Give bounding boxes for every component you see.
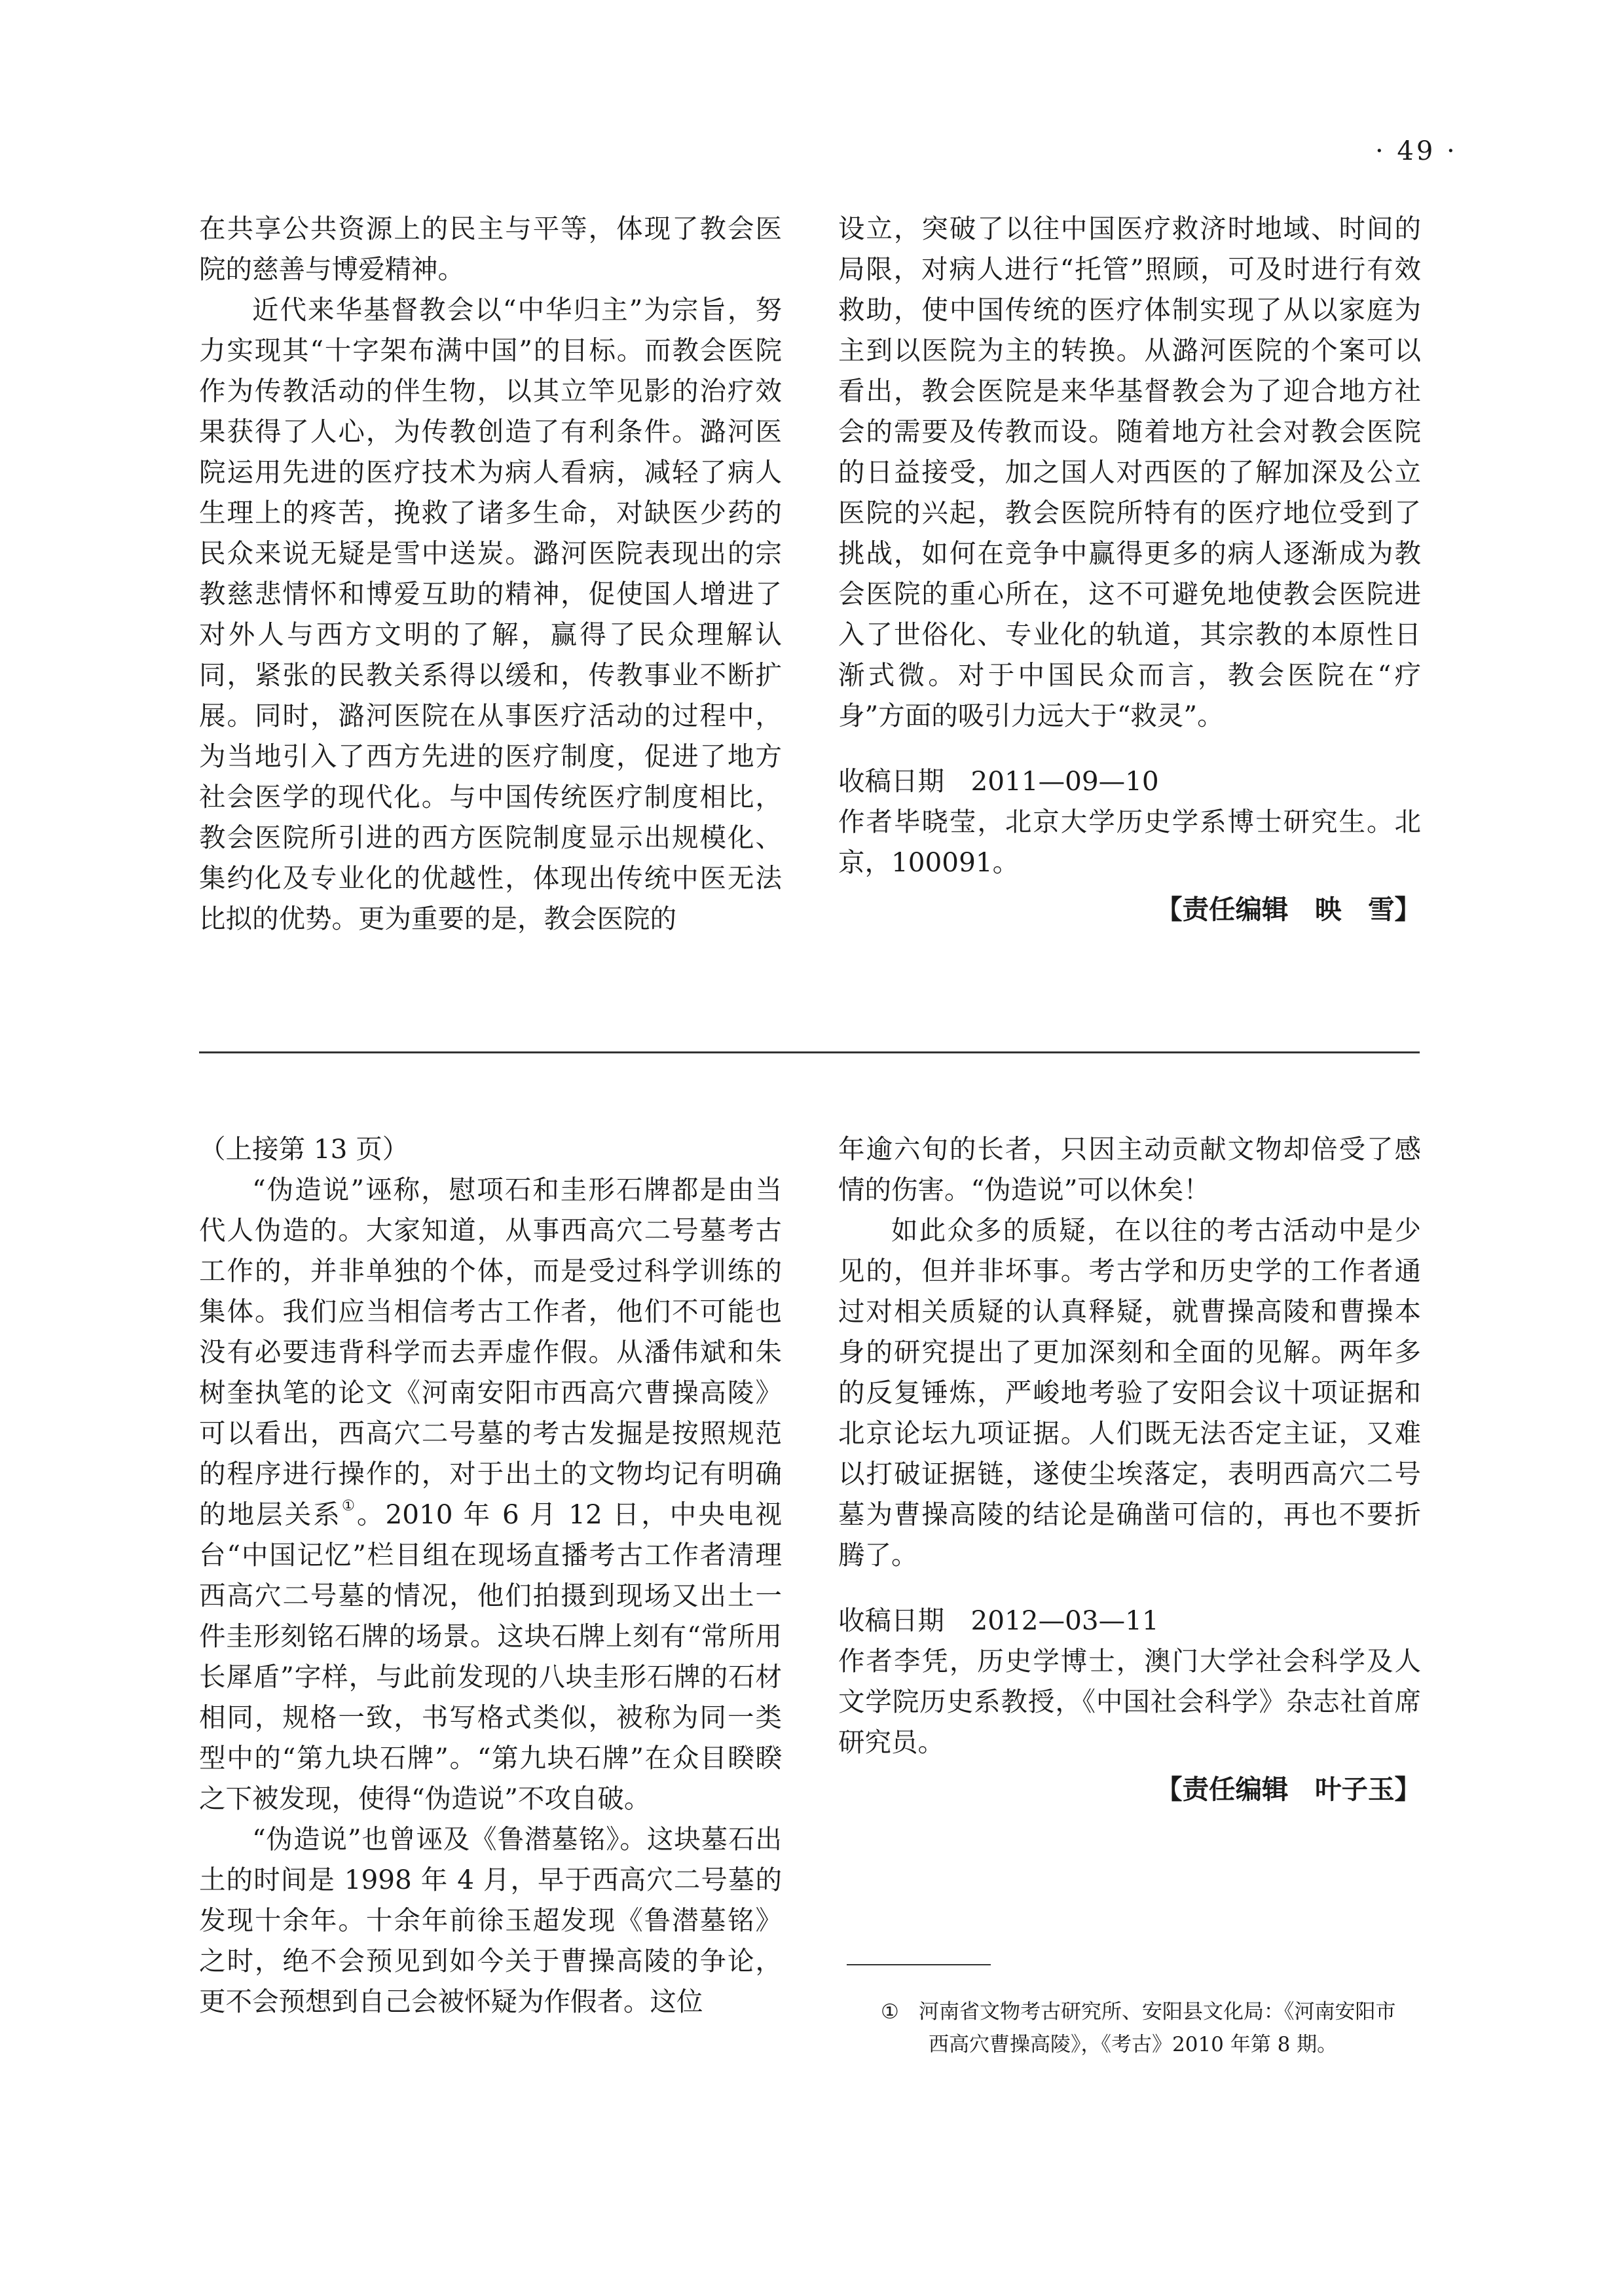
responsible-editor: 【责任编辑 映 雪】: [1156, 894, 1421, 925]
footnote-divider: [847, 1964, 991, 1965]
responsible-editor: 【责任编辑 叶子玉】: [1156, 1774, 1421, 1805]
received-date: 收稿日期 2012—03—11: [838, 1605, 1159, 1636]
page-number: · 49 ·: [1375, 136, 1458, 166]
footnote: [847, 1995, 1423, 2061]
received-date: 收稿日期 2011—09—10: [838, 765, 1159, 797]
section-divider: [199, 1051, 1420, 1053]
paragraph: 年逾六旬的长者，只因主动贡献文物却倍受了感情的伤害。“伪造说”可以休矣！: [838, 1133, 1421, 1205]
paragraph: 近代来华基督教会以“中华归主”为宗旨，努力实现其“十字架布满中国”的目标。而教会医院作为传教活动的伴生物，以其立竿见影的治疗效果获得了人心，为传教创造了有利条件。潞河医院运用先进的医疗技术为病人看病，减轻了病人生理上的疼苦，挽救了诸多生命，对缺医少药的民众来说无疑是雪中送炭。潞河医院表现出的宗教慈悲情怀和博爱互助的精神，促使国人增进了对外人与西方文明的了解，赢得了民众理解认同，紧张的民教关系得以缓和，传教事业不断扩展。同时，潞河医院在从事医疗活动的过程中，为当地引入了西方先进的医疗制度，促进了地方社会医学的现代化。与中国传统医疗制度相比，教会医院所引进的西方医院制度显示出规模化、集约化及专业化的优越性，体现出传统中医无法比拟的优势。更为重要的是，教会医院的: [199, 294, 782, 934]
article-b-right-column: [838, 1129, 1421, 1810]
paragraph: 设立，突破了以往中国医疗救济时地域、时间的局限，对病人进行“托管”照顾，可及时进行有效救助，使中国传统的医疗体制实现了从以家庭为主到以医院为主的转换。从潞河医院的个案可以看出，教会医院是来华基督教会为了迎合地方社会的需要及传教而设。随着地方社会对教会医院的日益接受，加之国人对西医的了解加深及公立医院的兴起，教会医院所特有的医疗地位受到了挑战，如何在竞争中赢得更多的病人逐渐成为教会医院的重心所在，这不可避免地使教会医院进入了世俗化、专业化的轨道，其宗教的本原性日渐式微。对于中国民众而言，教会医院在“疗身”方面的吸引力远大于“救灵”。: [838, 213, 1421, 731]
continued-from: （上接第 13 页）: [199, 1133, 409, 1165]
author-note: 作者李凭，历史学博士，澳门大学社会科学及人文学院历史系教授，《中国社会科学》杂志社首席研究员。: [838, 1645, 1421, 1758]
paragraph: 在共享公共资源上的民主与平等，体现了教会医院的慈善与博爱精神。: [199, 213, 782, 285]
footnote-reference: ①: [341, 1497, 357, 1514]
paragraph-text: 。2010 年 6 月 12 日，中央电视台“中国记忆”栏目组在现场直播考古工作者清理西高穴二号墓的情况，他们拍摄到现场又出土一件圭形刻铭石牌的场景。这块石牌上刻有“常所用长犀盾”字样，与此前发现的八块圭形石牌的石材相同，规格一致，书写格式类似，被称为同一类型中的“第九块石牌”。“第九块石牌”在众目睽睽之下被发现，使得“伪造说”不攻自破。: [199, 1499, 782, 1814]
footnote-text: 河南省文物考古研究所、安阳县文化局：《河南安阳市: [919, 2000, 1396, 2024]
article-a-left-column: [199, 208, 782, 939]
paragraph: “伪造说”也曾诬及《鲁潜墓铭》。这块墓石出土的时间是 1998 年 4 月，早于西高穴二号墓的发现十余年。十余年前徐玉超发现《鲁潜墓铭》之时，绝不会预见到如今关于曹操高陵的争论，更不会预想到自己会被怀疑为作假者。这位: [199, 1823, 782, 2017]
paragraph: [199, 1169, 782, 1819]
footnote-text: 西高穴曹操高陵》，《考古》2010 年第 8 期。: [929, 2033, 1338, 2056]
paragraph: 如此众多的质疑，在以往的考古活动中是少见的，但并非坏事。考古学和历史学的工作者通过对相关质疑的认真释疑，就曹操高陵和曹操本身的研究提出了更加深刻和全面的见解。两年多的反复锤炼，严峻地考验了安阳会议十项证据和北京论坛九项证据。人们既无法否定主证，又难以打破证据链，遂使尘埃落定，表明西高穴二号墓为曹操高陵的结论是确凿可信的，再也不要折腾了。: [838, 1214, 1421, 1571]
footnote-mark: ①: [881, 2000, 899, 2024]
article-b-left-column: [199, 1129, 782, 2022]
paragraph-text: “伪造说”诬称，慰项石和圭形石牌都是由当代人伪造的。大家知道，从事西高穴二号墓考古工作的，并非单独的个体，而是受过科学训练的集体。我们应当相信考古工作者，他们不可能也没有必要违背科学而去弄虚作假。从潘伟斌和朱树奎执笔的论文《河南安阳市西高穴曹操高陵》可以看出，西高穴二号墓的考古发掘是按照规范的程序进行操作的，对于出土的文物均记有明确的地层关系: [199, 1174, 782, 1530]
article-a-right-column: [838, 208, 1421, 930]
author-note: 作者毕晓莹，北京大学历史学系博士研究生。北京，100091。: [838, 806, 1421, 878]
